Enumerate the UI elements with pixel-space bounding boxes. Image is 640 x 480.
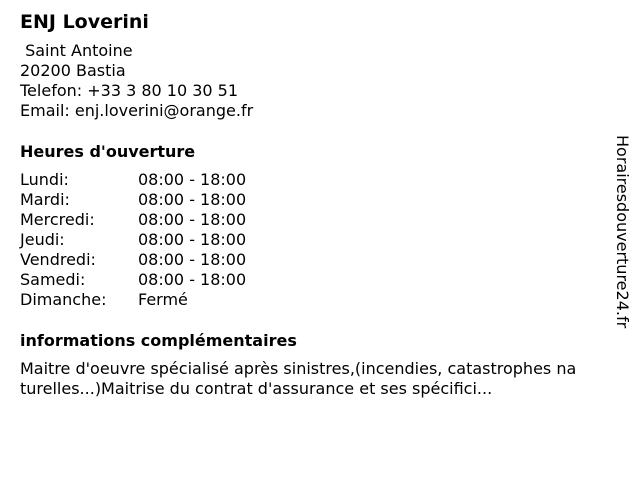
day-label: Mardi:	[20, 190, 70, 209]
info-description: Maitre d'oeuvre spécialisé après sinistres,(incendies, catastrophes naturelles...)Maitrise du contrat d'assurance et ses spécifici...	[20, 359, 577, 398]
day-label: Dimanche:	[20, 290, 107, 309]
time-value: 08:00 - 18:00	[138, 210, 247, 229]
hours-row-sunday	[20, 290, 600, 310]
hours-row-thursday	[20, 230, 600, 250]
hours-heading: Heures d'ouverture	[20, 142, 196, 161]
day-label: Mercredi:	[20, 210, 95, 229]
address-city: 20200 Bastia	[20, 61, 126, 80]
time-value: 08:00 - 18:00	[138, 230, 247, 249]
day-label: Samedi:	[20, 270, 86, 289]
day-label: Vendredi:	[20, 250, 96, 269]
contact-block	[20, 41, 600, 121]
time-value: 08:00 - 18:00	[138, 250, 247, 269]
address-street: Saint Antoine	[20, 41, 133, 60]
business-name: ENJ Loverini	[20, 11, 149, 33]
hours-row-tuesday	[20, 190, 600, 210]
hours-row-wednesday	[20, 210, 600, 230]
info-heading: informations complémentaires	[20, 331, 297, 350]
time-value: 08:00 - 18:00	[138, 190, 247, 209]
time-value: Fermé	[138, 290, 188, 309]
phone-number: Telefon: +33 3 80 10 30 51	[20, 81, 239, 100]
hours-row-saturday	[20, 270, 600, 290]
time-value: 08:00 - 18:00	[138, 270, 247, 289]
hours-row-friday	[20, 250, 600, 270]
hours-table	[20, 170, 600, 310]
time-value: 08:00 - 18:00	[138, 170, 247, 189]
email-address: Email: enj.loverini@orange.fr	[20, 101, 254, 120]
site-watermark: Horairesdouverture24.fr	[613, 135, 632, 329]
day-label: Jeudi:	[20, 230, 65, 249]
hours-row-monday	[20, 170, 600, 190]
business-card	[20, 10, 600, 399]
day-label: Lundi:	[20, 170, 69, 189]
